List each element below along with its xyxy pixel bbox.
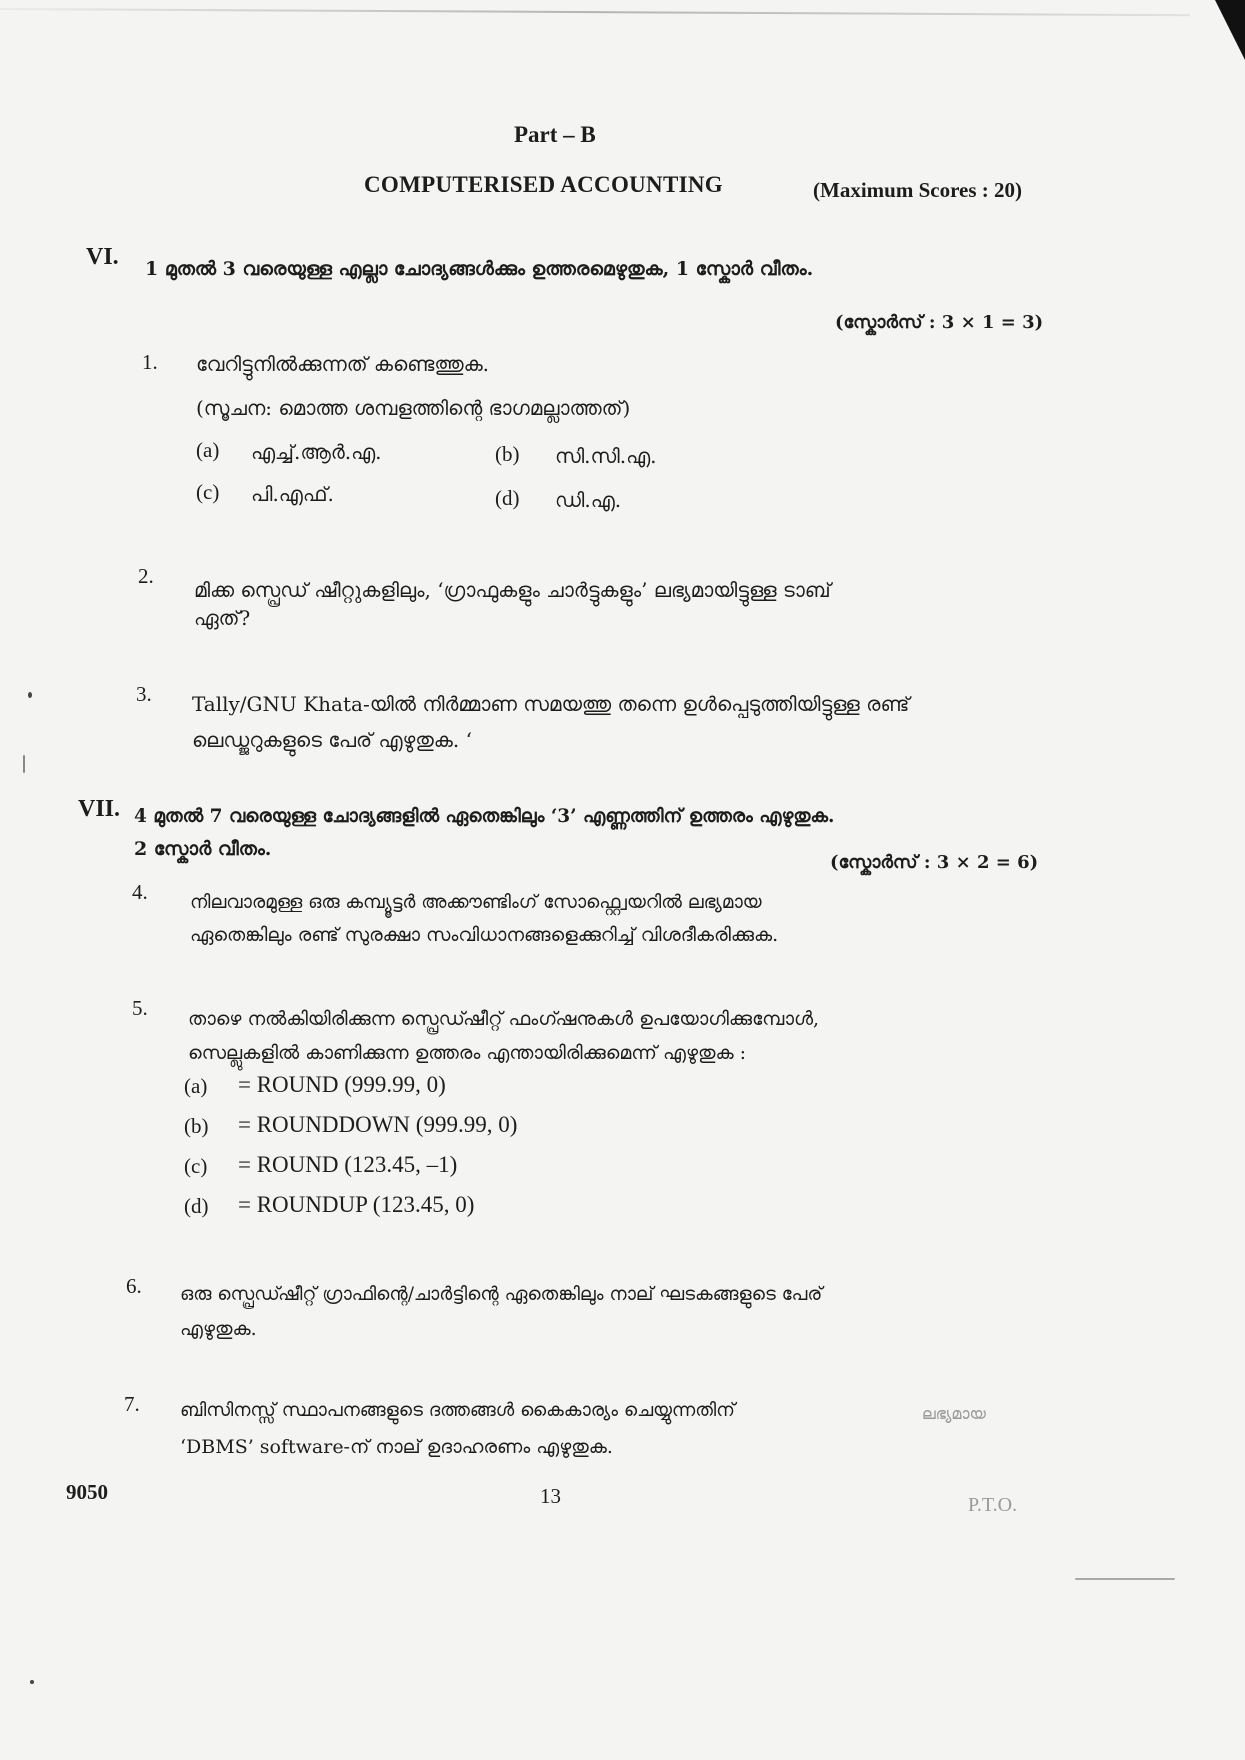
scan-edge-line bbox=[0, 8, 1190, 16]
section-vii-scores: (സ്കോർസ് : 3 × 2 = 6) bbox=[830, 852, 1039, 873]
formula-text: = ROUND (999.99, 0) bbox=[238, 1072, 446, 1097]
question-number: 1. bbox=[142, 350, 158, 374]
question-text: മിക്ക സ്പ്രെഡ് ഷീറ്റുകളിലും, ‘ഗ്രാഫുകളും ചാർട്ടുകളും’ ലഭ്യമായിട്ടുള്ള ടാബ് bbox=[194, 578, 831, 602]
question-number: 6. bbox=[126, 1274, 142, 1298]
question-text-faded: ലഭ്യമായ bbox=[922, 1404, 986, 1423]
question-text: ഒരു സ്പ്രെഡ്ഷീറ്റ് ഗ്രാഫിന്റെ/ചാർട്ടിന്റെ ഏതെങ്കിലും നാല് ഘടകങ്ങളുടെ പേര് bbox=[180, 1284, 823, 1305]
scan-speck bbox=[28, 692, 32, 698]
option-label: (d) bbox=[495, 486, 520, 510]
formula-label: (d) bbox=[184, 1194, 209, 1218]
maximum-scores: (Maximum Scores : 20) bbox=[813, 178, 1022, 202]
option-label: (b) bbox=[495, 442, 520, 466]
section-vi-number: VI. bbox=[86, 244, 119, 270]
option-text: പി.എഫ്. bbox=[251, 482, 334, 506]
question-number: 3. bbox=[136, 682, 152, 706]
option-text: സി.സി.എ. bbox=[555, 444, 657, 468]
question-text-continued: സെല്ലുകളിൽ കാണിക്കുന്ന ഉത്തരം എന്തായിരിക്കുമെന്ന് എഴുതുക : bbox=[188, 1042, 747, 1064]
question-number: 7. bbox=[124, 1392, 140, 1416]
question-number: 4. bbox=[132, 880, 148, 904]
formula-label: (b) bbox=[184, 1114, 209, 1138]
question-text-continued: ഏത്? bbox=[194, 606, 251, 630]
section-vii-instruction: 4 മുതൽ 7 വരെയുള്ള ചോദ്യങ്ങളിൽ ഏതെങ്കിലും ‘3’ എണ്ണത്തിന് ഉത്തരം എഴുതുക. bbox=[134, 806, 835, 827]
option-label: (a) bbox=[196, 438, 220, 462]
scan-speck bbox=[30, 1680, 34, 1684]
question-text-continued: ലെഡ്ജറുകളുടെ പേര് എഴുതുക. ‘ bbox=[192, 728, 472, 752]
subject-title: COMPUTERISED ACCOUNTING bbox=[364, 172, 723, 197]
option-label: (c) bbox=[196, 480, 220, 504]
question-number: 5. bbox=[132, 996, 148, 1020]
scan-speck bbox=[1075, 1578, 1175, 1580]
option-text: എച്ച്.ആർ.എ. bbox=[251, 440, 382, 464]
part-heading: Part – B bbox=[514, 122, 596, 147]
option-text: ഡി.എ. bbox=[555, 488, 622, 512]
formula-text: = ROUNDUP (123.45, 0) bbox=[238, 1192, 475, 1217]
question-text: നിലവാരമുള്ള ഒരു കമ്പ്യൂട്ടർ അക്കൗണ്ടിംഗ് സോഫ്റ്റ്വെയറിൽ ലഭ്യമായ bbox=[190, 892, 762, 913]
formula-text: = ROUNDDOWN (999.99, 0) bbox=[238, 1112, 518, 1137]
question-number: 2. bbox=[138, 564, 154, 588]
question-text: വേറിട്ടുനിൽക്കുന്നത് കണ്ടെത്തുക. bbox=[196, 352, 490, 376]
scan-corner-shadow bbox=[1215, 0, 1245, 60]
formula-label: (a) bbox=[184, 1074, 208, 1098]
page-number: 13 bbox=[540, 1484, 561, 1508]
scan-speck bbox=[23, 755, 25, 773]
formula-text: = ROUND (123.45, –1) bbox=[238, 1152, 458, 1177]
question-text-continued: എഴുതുക. bbox=[180, 1318, 257, 1340]
formula-label: (c) bbox=[184, 1154, 208, 1178]
section-vi-instruction: 1 മുതൽ 3 വരെയുള്ള എല്ലാ ചോദ്യങ്ങൾക്കും ഉത്തരമെഴുതുക, 1 സ്കോർ വീതം. bbox=[145, 258, 814, 280]
question-text: Tally/GNU Khata-യിൽ നിർമ്മാണ സമയത്തു തന്നെ ഉൾപ്പെടുത്തിയിട്ടുള്ള രണ്ട് bbox=[192, 692, 910, 716]
section-vi-scores: (സ്കോർസ് : 3 × 1 = 3) bbox=[835, 312, 1044, 333]
question-text: താഴെ നൽകിയിരിക്കുന്ന സ്പ്രെഡ്ഷീറ്റ് ഫംഗ്ഷനുകൾ ഉപയോഗിക്കുമ്പോൾ, bbox=[188, 1008, 820, 1030]
section-vii-instruction-continued: 2 സ്കോർ വീതം. bbox=[134, 838, 272, 860]
question-text-continued: ഏതെങ്കിലും രണ്ട് സുരക്ഷാ സംവിധാനങ്ങളെക്കുറിച്ച് വിശദീകരിക്കുക. bbox=[190, 924, 779, 946]
question-text-continued: ‘DBMS’ software-ന് നാല് ഉദാഹരണം എഴുതുക. bbox=[180, 1436, 613, 1458]
question-hint: (സൂചന: മൊത്ത ശമ്പളത്തിന്റെ ഭാഗമല്ലാത്തത്) bbox=[196, 396, 631, 420]
section-vii-number: VII. bbox=[78, 796, 121, 822]
question-text: ബിസിനസ്സ് സ്ഥാപനങ്ങളുടെ ദത്തങ്ങൾ കൈകാര്യം ചെയ്യുന്നതിന് bbox=[180, 1400, 735, 1421]
please-turn-over: P.T.O. bbox=[968, 1494, 1018, 1516]
paper-code: 9050 bbox=[66, 1480, 108, 1504]
